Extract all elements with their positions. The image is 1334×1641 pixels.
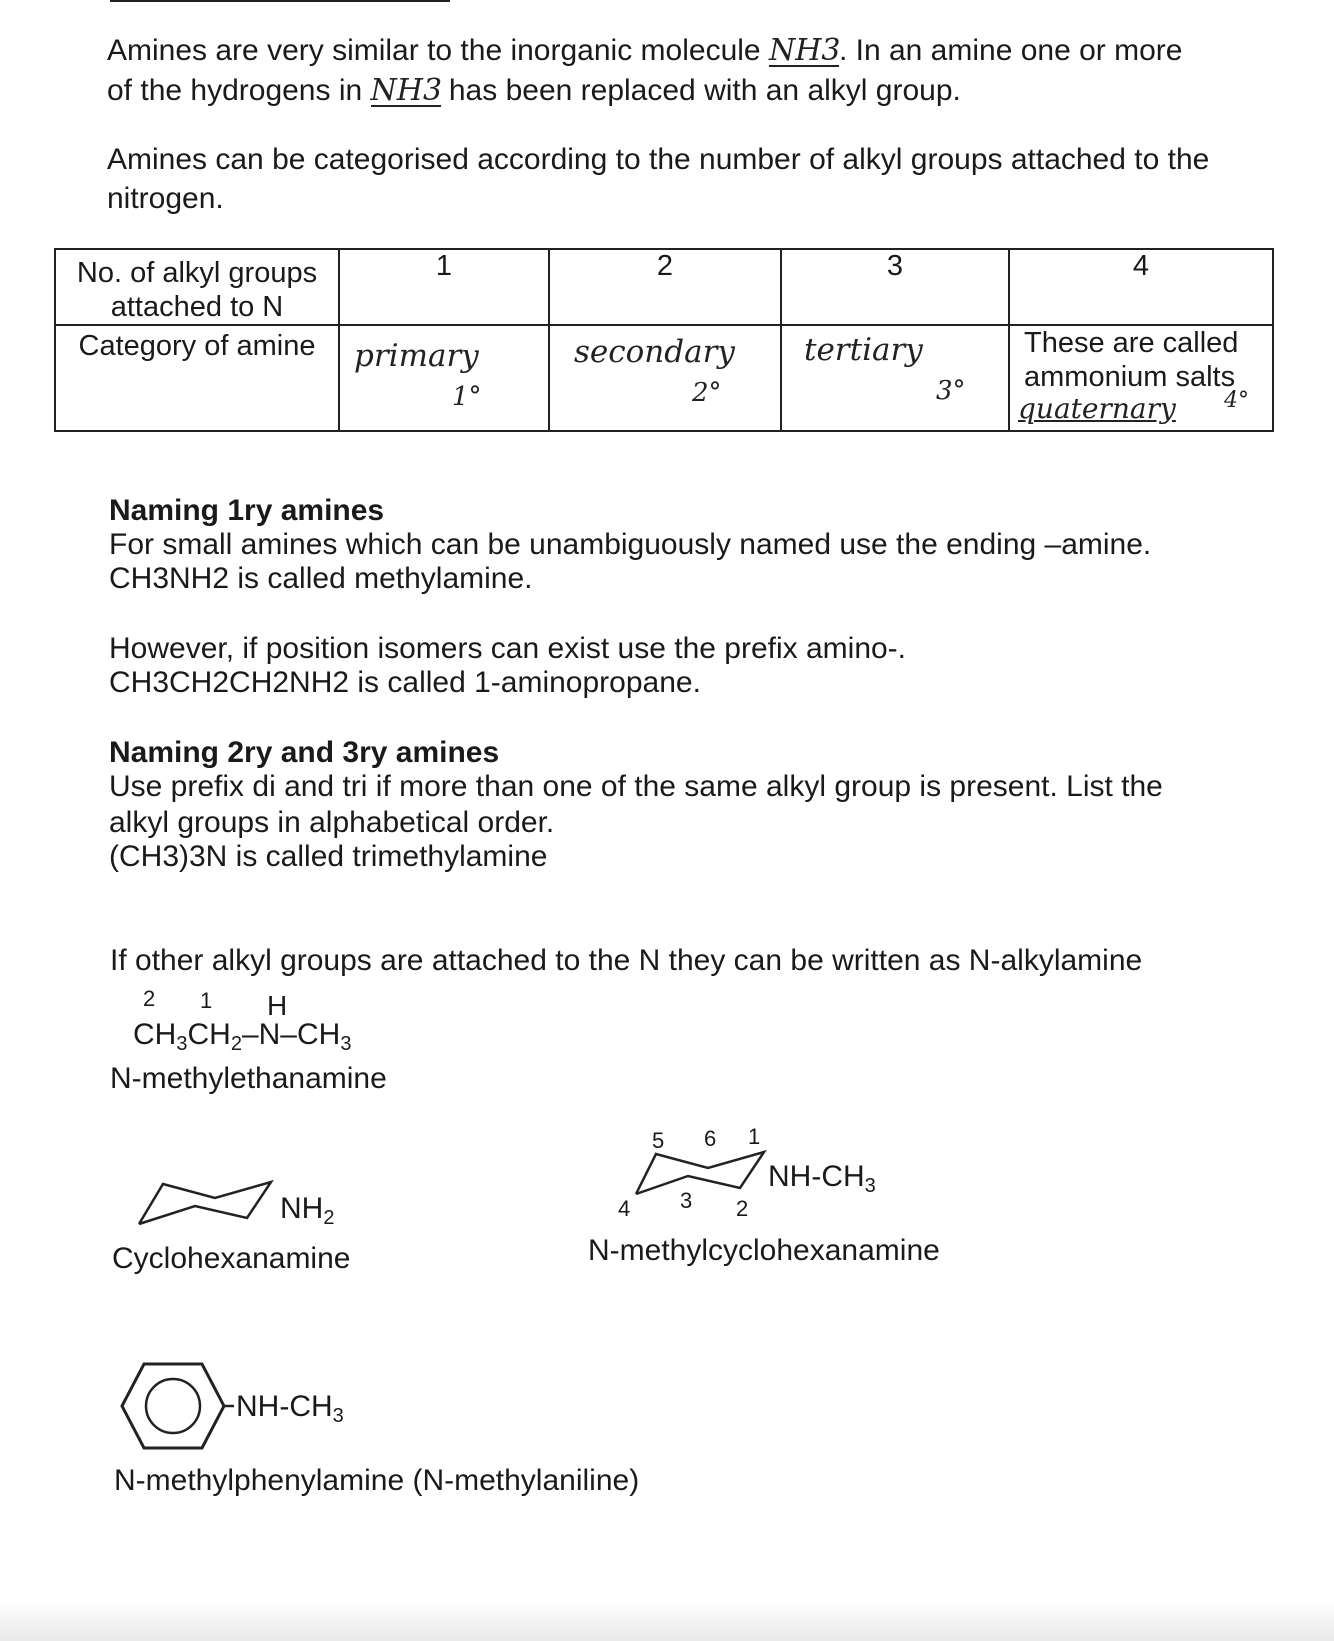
row-label-category: [55, 325, 339, 431]
heading-naming-1ry: Naming 1ry amines: [109, 494, 385, 527]
benzene-hexagon: [122, 1364, 224, 1448]
intro-line-2: [107, 74, 961, 108]
categorise-line-2: nitrogen.: [107, 182, 224, 215]
intro-text: Amines are very similar to the inorganic molecule: [107, 34, 761, 67]
naming-1ry-line-4: CH3CH2CH2NH2 is called 1-aminopropane.: [109, 666, 701, 699]
cyclohexanamine-name: Cyclohexanamine: [112, 1242, 351, 1275]
handwritten-quaternary: quaternary: [1018, 392, 1176, 425]
row-label-alkyl-groups: [55, 249, 339, 325]
category-secondary-cell: [549, 325, 781, 431]
formula-ch2: CH: [187, 1018, 231, 1051]
ring-number-3: 3: [680, 1188, 693, 1213]
naming-2ry-line-1: Use prefix di and tri if more than one of the same alkyl group is present. List the: [109, 770, 1163, 803]
nh-text: NH: [280, 1192, 324, 1225]
label-line-2: attached to N: [110, 291, 284, 323]
top-rule: [110, 0, 450, 2]
amine-category-table: [54, 248, 1274, 432]
benzene-ring: [118, 1360, 228, 1452]
degree-2: 2°: [692, 378, 722, 408]
nhch3-group: [768, 1160, 876, 1197]
degree-3: 3°: [936, 376, 966, 406]
intro-text-2: of the hydrogens in: [107, 74, 363, 107]
table-row-counts: [55, 249, 1273, 325]
table-row-category: [55, 325, 1273, 431]
formula-n-ch: –N–CH: [241, 1018, 341, 1051]
handwritten-tertiary: tertiary: [804, 332, 923, 368]
n-alkyl-sentence: If other alkyl groups are attached to the N they can be written as N-alkylamine: [110, 944, 1143, 977]
aniline-nhch3-group: [236, 1390, 344, 1427]
cyclohexane-chair-2: [632, 1146, 772, 1201]
nhch-sub-3: 3: [864, 1175, 876, 1197]
heading-naming-2ry-3ry: Naming 2ry and 3ry amines: [109, 736, 500, 769]
aniline-sub-3: 3: [332, 1405, 344, 1427]
degree-1: 1°: [452, 382, 482, 412]
handwritten-secondary: secondary: [574, 334, 735, 370]
categorise-line-1: Amines can be categorised according to the number of alkyl groups attached to the: [107, 143, 1210, 176]
intro-text-2-after: has been replaced with an alkyl group.: [448, 74, 961, 107]
n-methylcyclohexanamine-name: N-methylcyclohexanamine: [588, 1234, 940, 1267]
count-4: 4: [1009, 249, 1273, 325]
nh3-blank-2: NH3: [370, 73, 443, 108]
degree-4: 4°: [1224, 388, 1249, 413]
formula-sub-3: 3: [176, 1033, 188, 1055]
naming-1ry-line-2: CH3NH2 is called methylamine.: [109, 562, 533, 595]
count-2: 2: [549, 249, 781, 325]
cyclohexane-chair-1: [135, 1176, 275, 1231]
chair-bonds-2: [636, 1152, 764, 1194]
naming-2ry-line-2: alkyl groups in alphabetical order.: [109, 806, 555, 839]
label-line-1: No. of alkyl groups: [76, 257, 318, 289]
naming-2ry-line-3: (CH3)3N is called trimethylamine: [109, 840, 548, 873]
nhch-text: NH-CH: [768, 1160, 865, 1193]
count-3: 3: [781, 249, 1009, 325]
nh-sub-2: 2: [323, 1207, 335, 1229]
benzene-aromatic-circle: [146, 1379, 200, 1433]
formula-ch: CH: [133, 1018, 177, 1051]
formula-sub-end-3: 3: [340, 1033, 352, 1055]
category-label: Category of amine: [78, 330, 316, 362]
carbon-number-2: 2: [143, 986, 156, 1011]
aniline-nhch-text: NH-CH: [236, 1390, 333, 1423]
ethyl-methyl-amine-formula: [133, 1018, 352, 1055]
ring-number-4: 4: [618, 1196, 631, 1221]
carbon-number-1: 1: [200, 988, 213, 1013]
nh3-blank-1: NH3: [768, 33, 841, 68]
category-quaternary-cell: [1009, 325, 1273, 431]
ring-number-6: 6: [704, 1126, 717, 1151]
nitrogen-hydrogen: H: [267, 990, 288, 1021]
bottom-shadow: [0, 1600, 1334, 1641]
count-1: 1: [339, 249, 549, 325]
ammonium-line-2: ammonium salts: [1024, 361, 1236, 393]
ring-number-1: 1: [748, 1124, 761, 1149]
ring-number-2: 2: [736, 1196, 749, 1221]
naming-1ry-line-1: For small amines which can be unambiguously named use the ending –amine.: [109, 528, 1152, 561]
n-methylaniline-name: N-methylphenylamine (N-methylaniline): [114, 1464, 640, 1497]
naming-1ry-line-3: However, if position isomers can exist use the prefix amino-.: [109, 632, 907, 665]
category-primary-cell: [339, 325, 549, 431]
ammonium-line-1: These are called: [1024, 327, 1239, 359]
intro-line-1: [107, 34, 1182, 68]
category-tertiary-cell: [781, 325, 1009, 431]
ring-number-5: 5: [652, 1128, 665, 1153]
formula-sub-2: 2: [230, 1033, 242, 1055]
nh2-group: [280, 1192, 335, 1229]
handwritten-primary: primary: [354, 338, 479, 374]
intro-text-after: . In an amine one or more: [838, 34, 1183, 67]
chair-bonds: [139, 1182, 271, 1224]
n-methylethanamine-name: N-methylethanamine: [110, 1062, 387, 1095]
